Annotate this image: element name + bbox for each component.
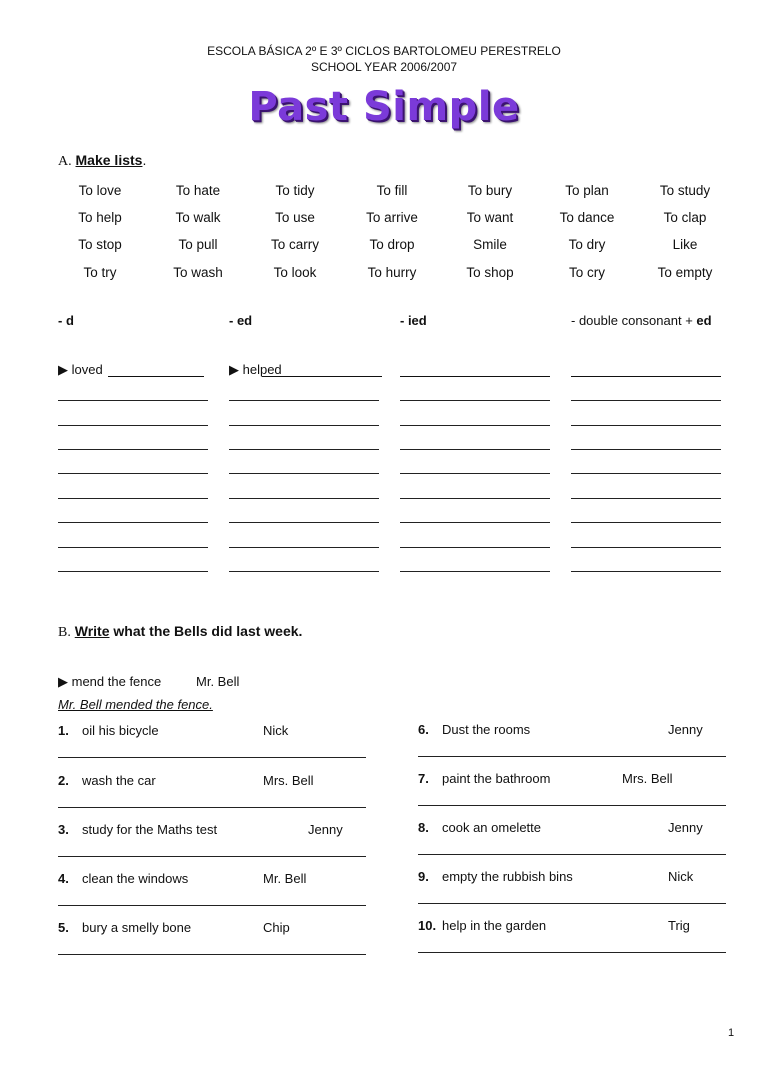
item-task: cook an omelette [442, 820, 542, 835]
item-person: Mrs. Bell [263, 773, 314, 788]
verb-cell: To hate [175, 183, 221, 198]
answer-line[interactable] [400, 376, 550, 377]
column-double-header [571, 313, 712, 328]
column-d-header: - d [58, 313, 74, 328]
section-b-letter: B. [58, 625, 71, 640]
item-task: bury a smelly bone [82, 920, 192, 935]
answer-line[interactable] [400, 498, 550, 499]
column-double-suffix: ed [696, 313, 712, 328]
example-helped-text: helped [242, 362, 282, 377]
verb-cell: To dance [559, 210, 615, 225]
verb-cell: To hurry [367, 265, 417, 280]
verb-cell: To walk [175, 210, 221, 225]
answer-line[interactable] [229, 400, 379, 401]
answer-line[interactable] [418, 805, 726, 806]
example-loved [58, 362, 103, 378]
item-person: Jenny [668, 820, 703, 835]
b-example-person: Mr. Bell [196, 674, 240, 689]
answer-line[interactable] [58, 571, 208, 572]
play-marker-icon: ▶ [58, 362, 68, 377]
answer-line[interactable] [400, 400, 550, 401]
item-number: 8. [418, 820, 429, 835]
item-number: 9. [418, 869, 429, 884]
section-a-heading [58, 152, 146, 170]
item-task: paint the bathroom [442, 771, 551, 786]
item-person: Mr. Bell [263, 871, 307, 886]
answer-line[interactable] [571, 449, 721, 450]
verb-cell: To help [78, 210, 122, 225]
answer-line[interactable] [571, 571, 721, 572]
answer-line[interactable] [418, 854, 726, 855]
answer-line[interactable] [418, 756, 726, 757]
b-example-task [58, 674, 161, 690]
item-person: Chip [263, 920, 290, 935]
verb-cell: To arrive [366, 210, 418, 225]
verb-cell: To dry [568, 237, 606, 252]
answer-line[interactable] [58, 400, 208, 401]
item-task: study for the Maths test [82, 822, 218, 837]
item-number: 5. [58, 920, 69, 935]
page-number: 1 [728, 1027, 735, 1039]
page-title: Past Simple [248, 84, 520, 130]
answer-line[interactable] [400, 571, 550, 572]
verb-cell: To study [659, 183, 711, 198]
answer-line[interactable] [262, 376, 382, 377]
item-person: Nick [668, 869, 694, 884]
verb-cell: Like [672, 237, 698, 252]
answer-line[interactable] [229, 547, 379, 548]
verb-cell: To shop [466, 265, 514, 280]
item-task: help in the garden [442, 918, 547, 933]
answer-line[interactable] [571, 473, 721, 474]
section-b-verb: Write [74, 623, 110, 639]
play-marker-icon: ▶ [58, 674, 68, 689]
answer-line[interactable] [58, 498, 208, 499]
verb-cell: To empty [657, 265, 713, 280]
answer-line[interactable] [58, 807, 366, 808]
item-number: 2. [58, 773, 69, 788]
answer-line[interactable] [229, 449, 379, 450]
item-number: 3. [58, 822, 69, 837]
verb-cell: To drop [369, 237, 415, 252]
verb-cell: Smile [473, 237, 507, 252]
verb-cell: To clap [663, 210, 707, 225]
verb-cell: To love [78, 183, 122, 198]
answer-line[interactable] [58, 522, 208, 523]
verb-cell: To fill [376, 183, 408, 198]
play-marker-icon: ▶ [229, 362, 239, 377]
verb-cell: To stop [78, 237, 122, 252]
answer-line[interactable] [400, 473, 550, 474]
item-number: 10. [418, 918, 437, 933]
item-task: Dust the rooms [442, 722, 531, 737]
school-name: ESCOLA BÁSICA 2º E 3º CICLOS BARTOLOMEU PERESTRELO [207, 44, 561, 58]
answer-line[interactable] [58, 449, 208, 450]
example-loved-text: loved [71, 362, 103, 377]
verb-cell: To bury [467, 183, 513, 198]
answer-line[interactable] [58, 473, 208, 474]
answer-line[interactable] [58, 856, 366, 857]
b-example-task-text: mend the fence [71, 674, 162, 689]
item-number: 6. [418, 722, 429, 737]
b-example-answer: Mr. Bell mended the fence. [58, 697, 213, 712]
verb-cell: To wash [173, 265, 223, 280]
answer-line[interactable] [400, 449, 550, 450]
section-b-instruction [75, 623, 303, 639]
item-number: 1. [58, 723, 69, 738]
answer-line[interactable] [571, 376, 721, 377]
section-a-punct: . [142, 152, 147, 168]
answer-line[interactable] [400, 522, 550, 523]
verb-cell: To want [466, 210, 514, 225]
answer-line[interactable] [229, 571, 379, 572]
answer-line[interactable] [58, 954, 366, 955]
verb-cell: To cry [568, 265, 605, 280]
item-person: Jenny [308, 822, 343, 837]
item-person: Mrs. Bell [622, 771, 673, 786]
answer-line[interactable] [229, 473, 379, 474]
answer-line[interactable] [58, 547, 208, 548]
verb-cell: To carry [270, 237, 319, 252]
answer-line[interactable] [571, 400, 721, 401]
answer-line[interactable] [571, 498, 721, 499]
answer-line[interactable] [400, 547, 550, 548]
answer-line[interactable] [108, 376, 204, 377]
item-task: clean the windows [82, 871, 189, 886]
section-a-letter: A. [58, 154, 72, 169]
verb-cell: To plan [565, 183, 609, 198]
answer-line[interactable] [571, 425, 721, 426]
answer-line[interactable] [58, 425, 208, 426]
answer-line[interactable] [400, 425, 550, 426]
section-b-rest: what the Bells did last week. [109, 623, 303, 639]
item-task: wash the car [82, 773, 156, 788]
answer-line[interactable] [229, 522, 379, 523]
verb-cell: To look [273, 265, 317, 280]
answer-line[interactable] [58, 905, 366, 906]
item-task: empty the rubbish bins [442, 869, 573, 884]
item-person: Jenny [668, 722, 703, 737]
verb-cell: To tidy [275, 183, 315, 198]
item-task: oil his bicycle [82, 723, 159, 738]
column-ed-header: - ed [229, 313, 253, 328]
item-number: 4. [58, 871, 69, 886]
item-person: Nick [263, 723, 289, 738]
school-year: SCHOOL YEAR 2006/2007 [310, 60, 458, 74]
verb-cell: To pull [178, 237, 218, 252]
answer-line[interactable] [229, 498, 379, 499]
section-a-instruction: Make lists [75, 152, 143, 168]
verb-cell: To try [83, 265, 117, 280]
answer-line[interactable] [229, 425, 379, 426]
item-number: 7. [418, 771, 429, 786]
answer-line[interactable] [418, 952, 726, 953]
answer-line[interactable] [418, 903, 726, 904]
section-b-heading [58, 623, 302, 641]
answer-line[interactable] [571, 547, 721, 548]
column-ied-header: - ied [400, 313, 427, 328]
answer-line[interactable] [58, 757, 366, 758]
column-double-label: - double consonant + [571, 313, 697, 328]
verb-cell: To use [275, 210, 315, 225]
answer-line[interactable] [571, 522, 721, 523]
item-person: Trig [668, 918, 690, 933]
